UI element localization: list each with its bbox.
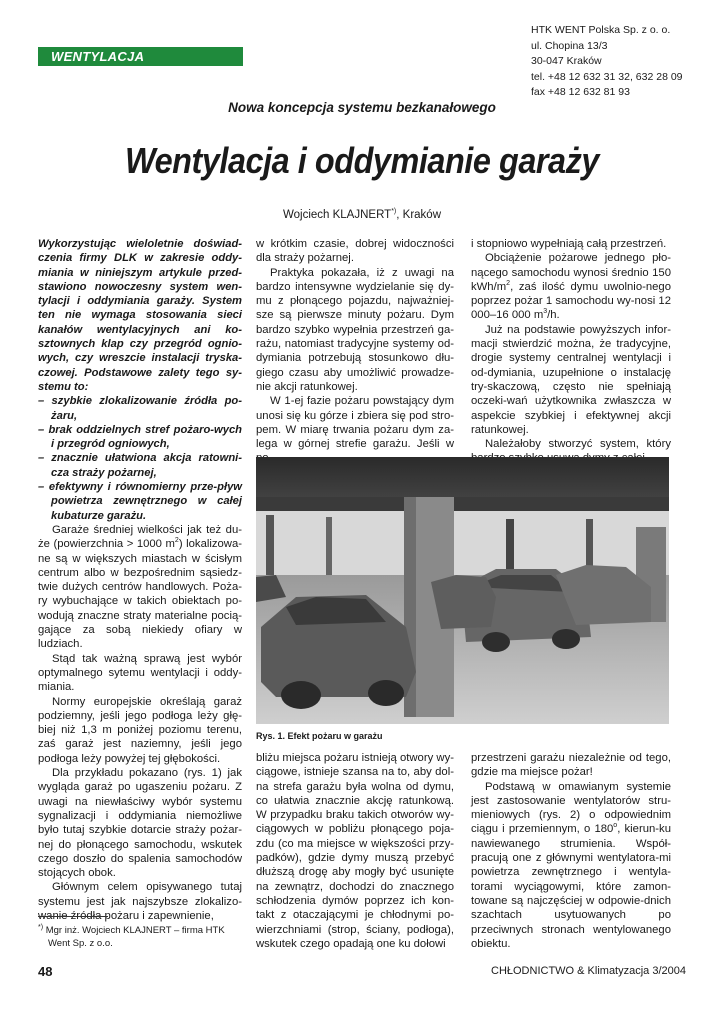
author-place: , Kraków xyxy=(396,208,442,221)
text-run: /h. xyxy=(547,309,560,322)
text-run: Garaże średniej wielkości jak też du-że (powierzchnia > 1000 m xyxy=(38,524,242,551)
paragraph: Dla przykładu pokazano (rys. 1) jak wygląda garaż po ugaszeniu pożaru. Z uwagi na niewłaściwy wybór systemu sygnalizacji i oddymiania niemożliwe było tutaj szybkie dotarcie straży pożar-nej do płonącego samochodu, wskutek czego doszło do spalenia samochodów stojących obok. xyxy=(38,767,242,880)
author-footnote-marker: *) xyxy=(391,208,397,215)
paragraph xyxy=(38,523,242,652)
superscript: 3 xyxy=(543,308,548,316)
superscript: o xyxy=(613,822,618,830)
advantages-list xyxy=(38,394,242,523)
journal-footer: CHŁODNICTWO & Klimatyzacja 3/2004 xyxy=(491,965,686,977)
paragraph: Już na podstawie powyższych infor-macji stwierdzić można, że tradycyjne, drogie systemy centralnej wentylacji i od-dymiania, uzupełnione o instalację try-skaczową, często nie spełniają oczeki-wań użytkownika zwłaszcza w aspekcie szybkiej i efektywnej akcji ratunkowej. xyxy=(471,323,671,436)
paragraph: Normy europejskie określają garaż podziemny, jeśli jego podłoga leży głę-biej niż 1,3 m poniżej poziomu terenu, zaś garaż jest naziemny, jeśli jego podłoga leży powyżej tej głębokości. xyxy=(38,695,242,765)
garage-fire-photo xyxy=(256,457,669,724)
advantage-item: – szybkie zlokalizowanie źródła po-żaru, xyxy=(38,395,242,422)
paragraph xyxy=(471,780,671,952)
company-city: 30-047 Kraków xyxy=(531,55,602,67)
paragraph: W 1-ej fazie pożaru powstający dym unosi się ku górze i zbiera się pod stro-pem. W miarę trwania pożaru dym za-lega w górnej strefie garażu. Jeśli w xyxy=(256,395,454,451)
section-tag: WENTYLACJA xyxy=(38,47,243,66)
paragraph xyxy=(471,251,671,322)
author-name: Wojciech KLAJNERT xyxy=(282,208,392,221)
figure-caption: Rys. 1. Efekt pożaru w garażu xyxy=(256,731,383,741)
paragraph: Należałoby stworzyć system, który xyxy=(485,438,671,451)
advantage-item: – brak oddzielnych stref pożaro-wych i przegród ogniowych, xyxy=(38,423,242,451)
column-1 xyxy=(38,523,242,923)
superscript: 2 xyxy=(506,280,511,288)
advantage-item: – znacznie ułatwiona akcja ratowni-cza straży pożarnej, xyxy=(38,452,242,479)
text-run: , kierun-ku nawiewanego strumienia. Współ-pracują one z głównymi wentylatora-mi powietrza zewnętrznego i wentyla-torami wyciągowymi, które zamon-towane są najczęściej w odpowie-dnich szachtach usytuowanych po przeciwnych stronach wentylowanego obiektu. xyxy=(471,823,671,950)
text-run: Obciążenie pożarowe jednego pło-nącego samochodu wynosi średnio 150 kWh/m xyxy=(471,252,671,293)
text-run: Podstawą w omawianym systemie jest zastosowanie wentylatorów stru-mieniowych (rys. 2) o odpowiednim ciągu i przemiennym, o 180 xyxy=(471,780,671,836)
paragraph: w krótkim czasie, dobrej widoczności dla straży pożarnej. xyxy=(256,238,454,265)
footnote-text: Mgr inż. Wojciech KLAJNERT – firma HTK xyxy=(45,925,225,937)
footnote-divider xyxy=(38,916,108,917)
burnt-garage-illustration xyxy=(256,457,669,724)
paragraph: Praktyka pokazała, iż z uwagi na bardzo intensywne wydzielanie się dy-mu z płonącego pojazdu, najważniej-sze są pierwsze minuty pożaru. Dym bardzo szybko wypełnia przestrzeń ga-rażu, natomiast tradycyjne systemy od-dymiania potrzebują stosunkowo dłu-giego czasu aby umożliwić prowadze-nie akcji ratunkowej. xyxy=(256,266,454,393)
company-name: HTK WENT Polska Sp. z o. o. xyxy=(531,24,671,36)
article-subtitle: Nowa koncepcja systemu bezkanałowego xyxy=(228,100,496,115)
paragraph: i stopniowo wypełniają całą przestrzeń. xyxy=(471,238,667,250)
superscript: 2 xyxy=(174,537,179,545)
column-3 xyxy=(471,237,671,466)
column-4 xyxy=(256,751,454,951)
company-fax: fax +48 12 632 81 93 xyxy=(531,86,630,98)
column-5 xyxy=(471,751,671,951)
lead-paragraph xyxy=(38,237,242,523)
article-title: Wentylacja i oddymianie garaży xyxy=(125,140,599,181)
text-run: , zaś ilość dymu uwolnio-nego poprzez pożar 1 samochodu wy-nosi 12 000–16 000 m xyxy=(471,280,671,322)
column-2 xyxy=(256,237,454,466)
paragraph: bliżu miejsca pożaru istnieją otwory wy-ciągowe, istnieje szansa na to, aby dol-na strefa garażu była wolna od dymu, co ułatwia znacznie akcję ratunkową. W przypadku braku takich otworów wy-ciągowych w pobliżu płonącego poja-zdu (co ma miejsce w większości przy-padków), gdzie dymy muszą przebyć dłuższą drogę aby mogły być usunięte na zewnątrz, dochodzi do znacznego schłodzenia dymów poprzez ich kon-takt z otaczającymi je chłodnymi po-wierzchniami (strop, ściany, podłoga), wskutek czego opadają one ku dołowi xyxy=(256,752,454,950)
company-tel: tel. +48 12 632 31 32, 632 28 09 xyxy=(531,70,683,83)
advantage-item: – efektywny i równomierny prze-pływ powietrza zewnętrznego w całej kubaturze garażu. xyxy=(38,481,242,522)
paragraph: Głównym celem opisywanego tutaj systemu jest jak najszybsze zlokalizo-wanie źródła pożaru i zapewnienie, xyxy=(38,881,242,923)
byline xyxy=(0,208,724,221)
footnote-marker: *) xyxy=(38,924,44,931)
footnote-text-cont: Went Sp. z o.o. xyxy=(48,938,113,950)
text-run: ) lokalizowa-ne są w większych miastach w ścisłym centrum albo w bezpośrednim sąsiedz-twie dużych centrów handlowych. Poża-ry wybuchające w takich obiektach po-wodują znaczne straty materialne pocią-gające za sobą niekiedy ofiary w ludziach. xyxy=(38,538,243,651)
paragraph: przestrzeni garażu niezależnie od tego, gdzie ma miejsce pożar! xyxy=(471,752,671,779)
page-number: 48 xyxy=(38,964,53,979)
company-street: ul. Chopina 13/3 xyxy=(531,39,608,52)
paragraph: Stąd tak ważną sprawą jest wybór optymalnego sytemu wentylacji i oddy-miania. xyxy=(38,652,242,694)
footnote xyxy=(38,921,248,950)
lead-intro: Wykorzystując wieloletnie doświad-czenia firmy DLK w zakresie oddy-miania w niniejszym artykule przed-stawiono nowoczesny system wen-tylacji i oddymiania garaży. System ten nie wymaga stosowania sieci kanałów wentylacyjnych ani ko-sztownych klap czy przegród ognio-wych, czy wreszcie instalacji tryska-czowej. Podstawowe zalety tego sy-stemu to: xyxy=(38,238,242,393)
company-address xyxy=(531,23,683,101)
